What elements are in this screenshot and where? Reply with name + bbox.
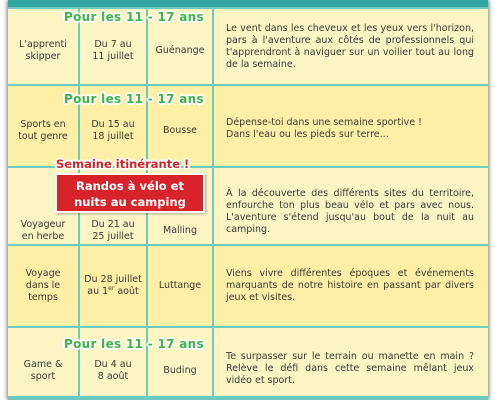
activity-place: Guénange [155, 44, 205, 56]
activity-description: Le vent dans les cheveux et les yeux vers l'horizon, pars à l'aventure aux côtés de professionnels qui t'apprendront à naviguer sur un voilier tout au long de la semaine. [226, 22, 474, 70]
itinerant-week-title: Semaine itinérante ! [56, 157, 190, 171]
age-badge: Pour les 11 - 17 ans [64, 337, 204, 351]
activity-dates: Du 4 au 8 août [94, 359, 132, 382]
table-row [8, 246, 488, 326]
activity-place: Buding [163, 365, 197, 376]
activity-name: Voyageur en herbe [20, 219, 66, 242]
activity-place: Malling [163, 225, 197, 236]
activity-name: L'apprenti skipper [19, 38, 67, 62]
activity-place: Bousse [162, 125, 198, 136]
footer-strip [8, 396, 488, 400]
activity-description: Viens vivre différentes époques et événements marquants de notre histoire en passant par divers jeux et visites. [226, 268, 474, 303]
activity-name: Voyage dans le temps [25, 268, 61, 303]
activity-name: Sports en tout genre [18, 119, 68, 142]
activity-dates: Du 21 au 25 juillet [91, 219, 135, 242]
age-badge: Pour les 11 - 17 ans [64, 92, 204, 106]
itinerant-week-banner: Randos à vélo et nuits au camping [55, 173, 205, 213]
activity-name: Game & sport [23, 359, 63, 382]
age-badge: Pour les 11 - 17 ans [64, 10, 204, 24]
activity-description: Dépense-toi dans une semaine sportive ! Dans l'eau ou les pieds sur terre... [226, 117, 422, 140]
activity-dates: Du 7 au 11 juillet [92, 38, 134, 62]
activity-dates: Du 15 au 18 juillet [91, 119, 135, 142]
activity-description: À la découverte des différents sites du territoire, enfourche ton plus beau vélo et pars avec nous. L'aventure s'étend jusqu'au bout de la nuit au camping. [226, 188, 474, 235]
program-sheet [8, 0, 488, 400]
activity-dates: Du 28 juillet au 1er août [84, 274, 142, 297]
header-strip [8, 0, 488, 7]
activity-place: Luttange [158, 280, 202, 291]
activity-description: Te surpasser sur le terrain ou manette en main ? Relève le défi dans cette semaine mêlant jeux vidéo et sport. [226, 351, 474, 386]
